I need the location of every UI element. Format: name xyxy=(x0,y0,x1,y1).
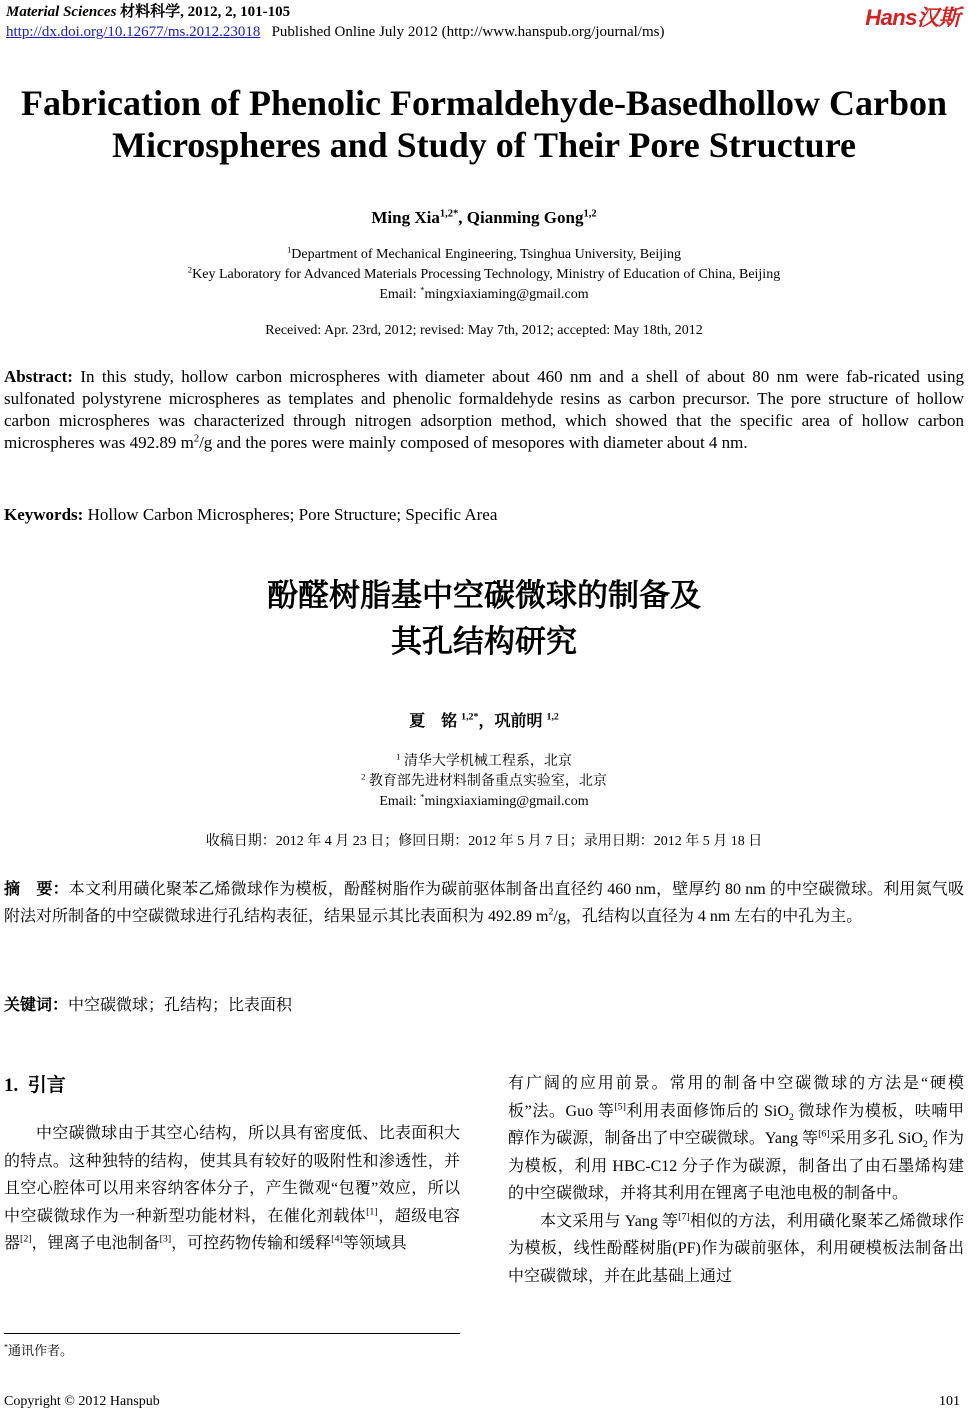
citation[interactable]: [4] xyxy=(331,1233,343,1245)
abstract-en: Abstract: In this study, hollow carbon microspheres with diameter about 460 nm and a shell of about 80 nm were fab-ricated using sulfonated polystyrene microspheres as templates and phenolic formaldehyde resins as carbon precursor. The pore structure of hollow carbon microspheres was characterized through nitrogen adsorption method, which showed that the specific area of hollow carbon microspheres was 492.89 $m^2/g$ and the pores were mainly composed of mesopores with diameter about 4 nm. xyxy=(4,367,965,452)
affiliation-line: $^2$ 教育部先进材料制备重点实验室，北京 xyxy=(361,771,607,789)
section-number: 1. xyxy=(4,1075,19,1096)
paper-title-en: Fabrication of Phenolic Formaldehyde-Basedhollow Carbon Microspheres and Study of Their Pore Structure xyxy=(21,83,947,165)
paper-title-cn: 酚醛树脂基中空碳微球的制备及 其孔结构研究 xyxy=(267,578,701,660)
published-online: Published Online July 2012 (http://www.hanspub.org/journal/ms) xyxy=(271,24,665,40)
copyright: Copyright © 2012 Hanspub xyxy=(4,1394,160,1409)
author-sup: 1,2* xyxy=(439,208,459,220)
keywords-en: Keywords: Hollow Carbon Microspheres; Pore Structure; Specific Area xyxy=(4,505,498,524)
keywords-cn: 关键词：中空碳微球；孔结构；比表面积 xyxy=(4,997,293,1014)
email-line: Email: *mingxiaxiaming@gmail.com xyxy=(379,284,589,302)
email-address: mingxiaxiaming@gmail.com xyxy=(424,794,589,809)
page-number: 101 xyxy=(939,1394,960,1409)
footnote: *通讯作者。 xyxy=(4,1342,74,1358)
citation[interactable]: [2] xyxy=(20,1233,32,1245)
author-sup: 1,2 xyxy=(583,208,597,220)
journal-citation-line xyxy=(6,2,664,22)
affiliations-cn xyxy=(0,752,968,812)
journal-volume: 2012, 2, 101-105 xyxy=(187,4,291,20)
author-name: 夏 铭 xyxy=(409,713,458,730)
author-name: 巩前明 xyxy=(494,713,543,730)
author-name: Qianming Gong xyxy=(466,208,584,227)
received-dates-cn: 收稿日期：2012 年 4 月 23 日；修回日期：2012 年 5 月 7 日；录用日期：2012 年 5 月 18 日 xyxy=(205,834,763,849)
abstract-cn: 摘 要：本文利用磺化聚苯乙烯微球作为模板，酚醛树脂作为碳前驱体制备出直径约 460 nm，壁厚约 80 nm 的中空碳微球。利用氮气吸附法对所制备的中空碳微球进行孔结构表征，结果显示其比表面积为 492.89 $m^2/g$，孔结构以直径为 4 nm 左右的中孔为主。 xyxy=(4,881,964,925)
affiliation-line: $^1$ 清华大学机械工程系，北京 xyxy=(396,751,572,769)
section-title: 引言 xyxy=(27,1075,66,1096)
keywords-label: Keywords: xyxy=(4,505,84,524)
body-right-column xyxy=(508,1070,964,1290)
journal-name: Material Sciences xyxy=(6,4,117,20)
citation[interactable]: [5] xyxy=(614,1101,626,1113)
keywords-label-cn: 关键词： xyxy=(4,997,69,1014)
doi-link[interactable]: http://dx.doi.org/10.12677/ms.2012.23018 xyxy=(6,24,261,40)
journal-name-cn: 材料科学, xyxy=(120,4,184,20)
abstract-label-cn: 摘 要： xyxy=(4,881,69,898)
affiliations-en xyxy=(0,245,968,305)
body-paragraph: 中空碳微球由于其空心结构，所以具有密度低、比表面积大的特点。这种独特的结构，使其具有较好的吸附性和渗透性，并且空心腔体可以用来容纳客体分子，产生微观“包覆”效应，所以中空碳微球作为一种新型功能材料，在催化剂载体[1]，超级电容器[2]，锂离子电池制备[3]，可控药物传输和缓释[4]等领域具 xyxy=(4,1125,460,1252)
authors-cn: 夏 铭 $^{1,2*}$，巩前明 $^{1,2}$ xyxy=(409,711,559,730)
body-paragraph: 有广阔的应用前景。常用的制备中空碳微球的方法是“硬模板”法。Guo 等[5]利用表面修饰后的 SiO$_2$ 微球作为模板，呋喃甲醇作为碳源，制备出了中空碳微球。Yang 等[6]采用多孔 SiO$_2$ 作为为模板，利用 HBC-C12 分子作为碳源，制备出了由石墨烯构建的中空碳微球，并将其利用在锂离子电池电极的制备中。 xyxy=(508,1075,964,1202)
section-heading xyxy=(4,1070,66,1097)
abstract-label: Abstract: xyxy=(4,367,73,386)
footnote-rule xyxy=(4,1333,460,1334)
affiliation-line: $^2$Key Laboratory for Advanced Materials Processing Technology, Ministry of Education of China, Beijing xyxy=(187,264,781,282)
author-sup: 1,2 xyxy=(546,711,559,723)
citation[interactable]: [7] xyxy=(678,1211,690,1223)
author-name: Ming Xia xyxy=(371,208,440,227)
authors-en: Ming Xia$^{1,2*}$, Qianming Gong$^{1,2}$ xyxy=(371,208,597,227)
citation[interactable]: [3] xyxy=(159,1233,172,1245)
body-left-column xyxy=(4,1120,460,1258)
citation[interactable]: [1] xyxy=(366,1206,378,1218)
doi-line xyxy=(6,22,664,42)
received-dates-en: Received: Apr. 23rd, 2012; revised: May 7th, 2012; accepted: May 18th, 2012 xyxy=(265,323,703,338)
email-line: Email: *mingxiaxiaming@gmail.com xyxy=(379,791,589,809)
citation[interactable]: [6] xyxy=(818,1128,830,1140)
body-paragraph: 本文采用与 Yang 等[7]相似的方法，利用磺化聚苯乙烯微球作为模板，线性酚醛树脂(PF)作为碳前驱体，利用硬模板法制备出中空碳微球，并在此基础上通过 xyxy=(508,1211,964,1285)
author-sup: 1,2* xyxy=(461,711,479,723)
journal-header xyxy=(6,2,664,42)
affiliation-line: $^1$Department of Mechanical Engineering, Tsinghua University, Beijing xyxy=(286,244,682,262)
email-address: mingxiaxiaming@gmail.com xyxy=(424,287,589,302)
hans-logo: Hans汉斯 xyxy=(865,5,960,30)
